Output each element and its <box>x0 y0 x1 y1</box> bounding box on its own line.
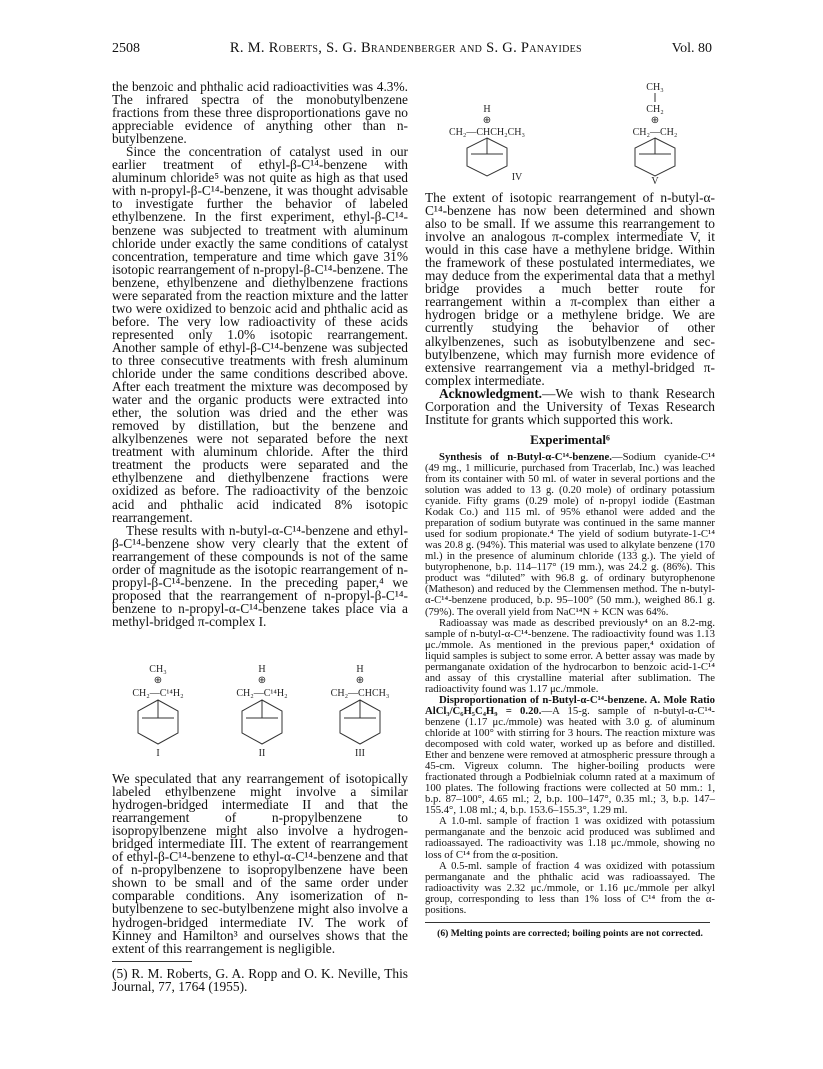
acknowledgment-body: —We wish to thank Research Corporation and the University of Texas Research Institute for grants which supported this work. <box>425 385 715 427</box>
volume-label: Vol. 80 <box>671 41 712 56</box>
structure-iv <box>449 104 525 183</box>
paragraph: We speculated that any rearrangement of isotopically labeled ethylbenzene might involve a similar hydrogen-bridged intermediate II and that the rearrangement of n-propylbenzene to isopropylbenzene might also involve a hydrogen-bridged intermediate III. The extent of rearrangement of ethyl-β-C¹⁴-benzene to ethyl-α-C¹⁴-benzene and that of n-propylbenzene to isopropylbenzene have been shown to be small and of the same order under comparable conditions. Any isomerization of n-butylbenzene to sec-butylbenzene might also involve a hydrogen-bridged intermediate IV. The work of Kinney and Hamilton³ and ourselves shows that the extent of this rearrangement is negligible. <box>112 771 408 956</box>
structures-iv-v <box>425 80 715 187</box>
structure-i-label: I <box>156 748 160 759</box>
paragraph: Radioassay was made as described previously⁴ on an 8.2-mg. sample of n-butyl-α-C¹⁴-benzene. The radioactivity found was 1.13 μc./mmole. As mentioned in the previous paper,⁴ oxidation of liquid samples is subject to some error. A better assay was made by permanganate oxidation of the hydrocarbon to benzoic acid-1-C¹⁴ and assay of this crystalline material after sublimation. The radioactivity found was 1.17 μc./mmole. <box>425 616 715 695</box>
header-authors: R. M. Roberts, S. G. Brandenberger and S. G. Panayides <box>229 40 582 56</box>
footnote: (5) R. M. Roberts, G. A. Ropp and O. K. Neville, This Journal, 77, 1764 (1955). <box>112 965 408 994</box>
left-column-lower <box>112 772 408 993</box>
structure-ii <box>236 664 287 759</box>
structure-i-chain: CH₂—C¹⁴H₂ <box>132 688 184 699</box>
left-column <box>112 80 408 628</box>
paragraph: These results with n-butyl-α-C¹⁴-benzene and ethyl-β-C¹⁴-benzene show very clearly that the extent of rearrangement of these compounds is not of the same order of magnitude as the isotopic rearrangement of n-propyl-β-C¹⁴-benzene. In the preceding paper,⁴ we proposed that the rearrangement of n-propyl-β-C¹⁴-benzene to n-propyl-α-C¹⁴-benzene takes place via a methyl-bridged π-complex I. <box>112 522 408 629</box>
paragraph: Since the concentration of catalyst used in our earlier treatment of ethyl-β-C¹⁴-benzene with aluminum chloride⁵ was not quite as high as that used with n-propyl-β-C¹⁴-benzene, it was thought advisable to investigate further the behavior of labeled ethylbenzene. In the first experiment, ethyl-β-C¹⁴-benzene was subjected to treatment with aluminum chloride under exactly the same conditions of catalyst concentration, temperature and time which gave 31% isotopic rearrangement of n-propyl-β-C¹⁴-benzene. The benzene, ethylbenzene and diethylbenzene fractions were separated from the reaction mixture and the latter two were oxidized to benzoic acid and phthalic acid as before. The very low radioactivity of these acids represented only 1.0% isotopic rearrangement. Another sample of ethyl-β-C¹⁴-benzene was subjected to three consecutive treatments with fresh aluminum chloride under the same conditions described above. After each treatment the mixture was decomposed by water and the organic products were extracted into ether, the solution was dried and the ether was removed by distillation, but the benzene and alkylbenzenes were not separated before the next treatment with aluminum chloride. After the third treatment the products were separated and the ethylbenzene and diethylbenzene fractions were oxidized as before. The radioactivity of the benzoic acid and phthalic acid indicated 8% isotopic rearrangement. <box>112 144 408 525</box>
structure-ii-chain: CH₂—C¹⁴H₂ <box>236 688 288 699</box>
structures-i-ii-iii <box>112 662 412 757</box>
structure-iii-chain: CH₂—CHCH₃ <box>330 688 390 699</box>
structure-i-top: CH₃ <box>149 664 167 675</box>
structure-v-top2: CH₂ <box>646 104 664 115</box>
structure-iv-top: H <box>483 104 491 115</box>
acknowledgment <box>425 387 715 426</box>
disproportionation-heading: Disproportionation of n-Butyl-α-C¹⁴-benzene. A. Mole Ratio AlCl₃/C₆H₅C₄H₉ = 0.20. <box>425 693 715 717</box>
structure-iii-label: III <box>355 748 365 759</box>
running-header <box>112 40 712 60</box>
footnote-rule <box>425 922 710 923</box>
structure-iv-chain: CH₂—CHCH₂CH₃ <box>448 127 526 138</box>
structure-ii-label: II <box>258 748 266 759</box>
structure-v-chain: CH₂—CH₂ <box>632 127 678 138</box>
structure-iv-plus: ⊕ <box>482 115 492 126</box>
structure-i <box>132 664 183 759</box>
disproportionation-body: —A 15-g. sample of n-butyl-α-C¹⁴-benzene (1.17 μc./mmole) was heated with 3.0 g. of aluminum chloride at 100° with stirring for 3 hours. The reaction mixture was decomposed with cold water, worked up as before and distilled. Ether and benzene were removed at atmospheric pressure through a 45-cm. Vigreux column. The higher-boiling products were fractionated through a Podbielniak column rated at a maximum of 100 plates. The following fractions were collected at 50 mm.: 1, b.p. 87–100°, 4.65 ml.; 2, b.p. 100–147°, 0.35 ml.; 3, b.p. 147–155.4°, 1.08 ml.; 4, b.p. 153.6–155.3°, 1.29 ml. <box>425 704 715 817</box>
acknowledgment-heading: Acknowledgment. <box>439 385 543 401</box>
disproportionation-paragraph <box>425 695 715 817</box>
structure-ii-top: H <box>258 664 266 675</box>
structure-iv-label: IV <box>511 172 523 183</box>
structure-iii <box>331 664 390 759</box>
footnote: (6) Melting points are corrected; boiling points are not corrected. <box>437 927 703 939</box>
page-number: 2508 <box>112 41 140 56</box>
synthesis-paragraph <box>425 452 715 618</box>
structure-v-top1: CH₃ <box>646 82 664 93</box>
structure-v-label: V <box>651 176 659 187</box>
synthesis-heading: Synthesis of n-Butyl-α-C¹⁴-benzene. <box>439 450 612 463</box>
paragraph: A 1.0-ml. sample of fraction 1 was oxidized with potassium permanganate and the benzoic acid produced was sublimed and radioassayed. The radioactivity was 1.18 μc./mmole, showing no loss of C¹⁴ from the α-position. <box>425 815 715 861</box>
structure-v <box>633 82 678 187</box>
structure-iii-top: H <box>356 664 364 675</box>
paragraph: the benzoic and phthalic acid radioactivities was 4.3%. The infrared spectra of the monobutylbenzene fractions from these three disproportionations gave no appreciable evidence of anything other than n-butylbenzene. <box>112 79 408 147</box>
right-column <box>425 191 715 939</box>
footnote-rule <box>112 961 192 962</box>
experimental-heading: Experimental⁶ <box>530 431 610 447</box>
paragraph: A 0.5-ml. sample of fraction 4 was oxidized with potassium permanganate and the phthalic acid was radioassayed. The radioactivity was 2.32 μc./mmole, or 1.16 μc./mmole per alkyl group, corresponding to less than 1% loss of C¹⁴ from the α-positions. <box>425 859 715 916</box>
structure-ii-plus: ⊕ <box>257 675 267 686</box>
structure-iii-plus: ⊕ <box>355 675 365 686</box>
structure-i-plus: ⊕ <box>153 675 163 686</box>
structure-v-plus: ⊕ <box>650 115 660 126</box>
synthesis-body: —Sodium cyanide-C¹⁴ (49 mg., 1 millicurie, purchased from Tracerlab, Inc.) was leached from its container with 50 ml. of water in several portions and the solution was added to 13 g. (0.20 mole) of ordinary potassium cyanide. Fifty grams (0.29 mole) of n-propyl iodide (Eastman Kodak Co.) and 115 ml. of 95% ethanol were added and the preparation of sodium butyrate was continued in the same manner used for sodium propionate.⁴ The yield of sodium butyrate-1-C¹⁴ was 20.8 g. (94%). This material was used to alkylate benzene (170 ml.) in the presence of aluminum chloride (133 g.). The yield of butyrophenone, b.p. 114–117° (19 mm.), was 24.2 g. (86%). This product was “diluted” with 96.8 g. of ordinary butyrophenone (Matheson) and reduced by the Clemmensen method. The n-butyl-α-C¹⁴-benzene produced, b.p. 95–100° (50 mm.), weighed 86.1 g. (79%). The overall yield from NaC¹⁴N + KCN was 64%. <box>425 450 715 618</box>
paragraph: The extent of isotopic rearrangement of n-butyl-α-C¹⁴-benzene has now been determined and shown also to be small. If we assume this rearrangement to involve an analogous π-complex intermediate V, it would in this case have a methylene bridge. Within the framework of these postulated intermediates, we may deduce from the experimental data that a methyl bridge provides a much better route for rearrangement within a π-complex than either a hydrogen bridge or a methylene bridge. We are currently studying the behavior of other alkylbenzenes, such as isobutylbenzene and sec-butylbenzene, which may furnish more evidence of extensive rearrangement via a methyl-bridged π-complex intermediate. <box>425 190 715 388</box>
